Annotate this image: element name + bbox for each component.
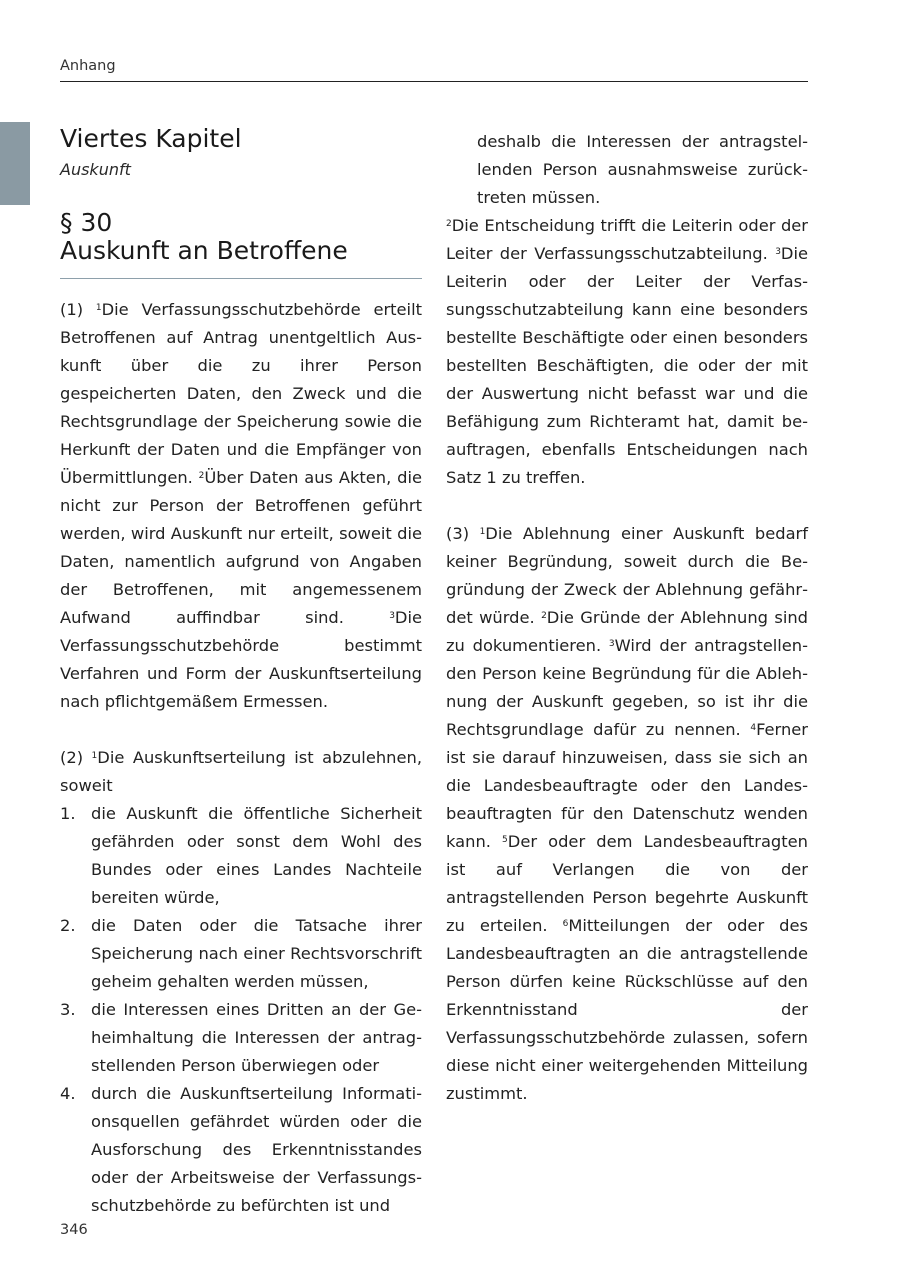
sentence-marker: 6: [562, 919, 569, 929]
sentence: Die Gründe der Ablehnung sind zu dokumentieren.: [446, 608, 809, 655]
list-item-number: 4.: [60, 1084, 76, 1103]
header-rule: [60, 81, 808, 82]
sentence-marker: 1: [479, 527, 486, 537]
sentence-marker: 2: [541, 611, 547, 621]
sentence: Der oder dem Landesbeauftragten ist auf Verlangen die von der antragstellenden Person begehrte Auskunft zu erteilen.: [446, 832, 808, 935]
paragraph-3: [446, 520, 808, 1108]
sentence-marker: 1: [91, 751, 98, 761]
list-item-continuation: deshalb die Interessen der antragstellenden Person ausnahmsweise zurücktreten müssen.: [477, 132, 808, 207]
running-head: Anhang: [60, 58, 116, 74]
list-item: [60, 800, 422, 912]
sentence-marker: 3: [608, 639, 615, 649]
paragraph-1: [60, 296, 422, 716]
chapter-subtitle: Auskunft: [60, 160, 131, 179]
sentence: Die Entscheidung trifft die Leiterin oder der Leiter der Verfassungsschutzabteilung.: [446, 216, 808, 263]
sentence: Mitteilungen der oder des Landesbeauftragten an die antragstellende Person dürfen keine Rückschlüsse auf den Erkenntnisstand der Verfassungsschutzbehörde zulassen, sofern diese nicht einer weitergehenden Mitteilung zustimmt.: [446, 916, 809, 1103]
list-item-number: 2.: [60, 916, 76, 935]
section-title: Auskunft an Betroffene: [60, 236, 348, 265]
chapter-title: Viertes Kapitel: [60, 124, 242, 153]
sentence-marker: 2: [198, 471, 205, 481]
page-number: 346: [60, 1222, 88, 1238]
sentence: Die Verfassungsschutzbehörde bestimmt Verfahren und Form der Auskunftserteilung nach pflichtgemäßem Ermessen.: [60, 608, 422, 711]
sentence: Die Auskunftserteilung ist abzulehnen, soweit: [60, 748, 422, 795]
list-item: [60, 996, 422, 1080]
paragraph-label: (3): [446, 524, 480, 543]
sentence-marker: 4: [750, 723, 757, 733]
list-item-text: die Auskunft die öffentliche Sicherheit gefährden oder sonst dem Wohl des Bundes oder eines Landes Nachteile bereiten würde,: [91, 804, 422, 907]
paragraph-label: (1): [60, 300, 96, 319]
sentence: Die Leiterin oder der Leiter der Verfassungsschutzabteilung kann eine besonders bestellte Beschäftigte oder einen besonders bestellten Beschäftigten, die oder der mit der Auswertung nicht befasst war und die Befähigung zum Richteramt hat, damit beauftragen, ebenfalls Entscheidungen nach Satz 1 zu treffen.: [446, 244, 808, 487]
exception-list: [60, 800, 422, 1220]
sentence-marker: 3: [389, 611, 395, 621]
sentence: Die Ablehnung einer Auskunft bedarf keiner Begründung, soweit durch die Begründung der Zweck der Ablehnung gefährdet würde.: [446, 524, 808, 627]
list-item-number: 1.: [60, 804, 76, 823]
list-item-text: durch die Auskunftserteilung Informationsquellen gefährdet würden oder die Ausforschung des Erkenntnisstandes oder der Arbeitsweise der Verfassungsschutzbehörde zu befürchten ist und: [91, 1084, 422, 1215]
sentence-marker: 2: [446, 219, 452, 229]
list-item-text: die Daten oder die Tatsache ihrer Speicherung nach einer Rechtsvorschrift geheim gehalten werden müssen,: [91, 916, 422, 991]
paragraph-2-rest: [446, 212, 808, 492]
list-item-number: 3.: [60, 1000, 76, 1019]
list-item: [60, 1080, 422, 1220]
list-item-text: die Interessen eines Dritten an der Geheimhaltung die Interessen der antragstellenden Person überwiegen oder: [91, 1000, 422, 1075]
list-item: [60, 912, 422, 996]
section-rule: [60, 278, 422, 279]
chapter-side-tab: [0, 122, 30, 205]
paragraph-2-intro: [60, 744, 422, 800]
sentence-marker: 1: [95, 303, 102, 313]
sentence-marker: 5: [502, 835, 508, 845]
sentence: Die Verfassungsschutzbehörde erteilt Betroffenen auf Antrag unentgeltlich Auskunft über die zu ihrer Person gespeicherten Daten, den Zweck und die Rechtsgrundlage der Speicherung sowie die Herkunft der Daten und die Empfänger von Übermittlungen.: [60, 300, 422, 487]
sentence: Wird der antragstellenden Person keine Begründung für die Ablehnung der Auskunft gegeben, so ist ihr die Rechtsgrundlage dafür zu nennen.: [446, 636, 808, 739]
left-column: [60, 296, 422, 1220]
sentence-marker: 3: [775, 247, 781, 257]
sentence: Ferner ist sie darauf hinzuweisen, dass sie sich an die Landesbeauftragte oder den Landesbeauftragten für den Datenschutz wenden kann.: [446, 720, 808, 851]
sentence: Über Daten aus Akten, die nicht zur Person der Betroffenen geführt werden, wird Auskunft nur erteilt, soweit die Daten, namentlich aufgrund von Angaben der Betroffenen, mit angemessenem Aufwand auffindbar sind.: [60, 468, 422, 627]
paragraph-label: (2): [60, 748, 92, 767]
section-number: § 30: [60, 208, 113, 237]
right-column: [446, 128, 808, 1108]
